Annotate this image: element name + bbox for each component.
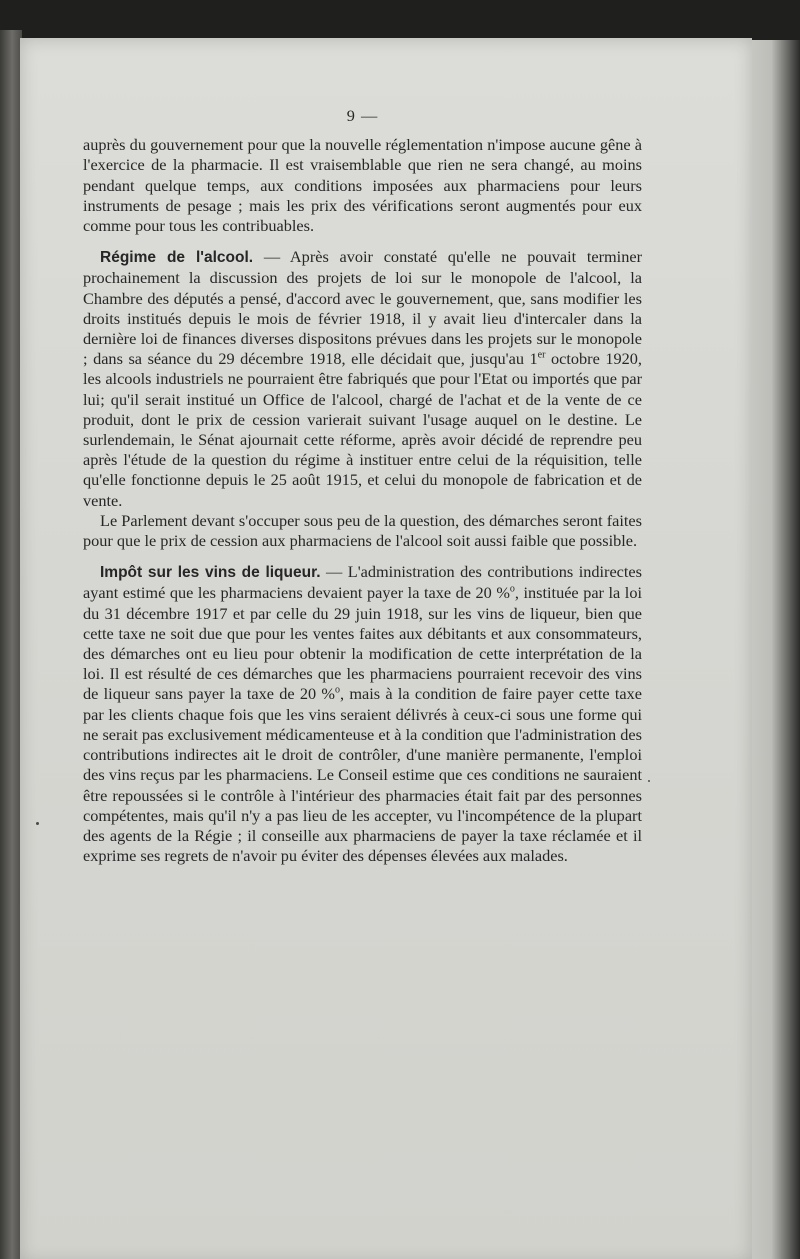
page-stack-edge bbox=[752, 40, 800, 1259]
ink-speck bbox=[36, 822, 39, 825]
paragraph-vins-text-a: — L'administration des contributions indirectes ayant estimé que les pharmaciens devaient payer la taxe de 20 % bbox=[83, 562, 642, 603]
permille-superscript-2: o bbox=[335, 685, 340, 697]
paragraph-alcool-text-a: — Après avoir constaté qu'elle ne pouvait terminer prochainement la discussion des projets de loi sur le monopole de l'alcool, la Chambre des députés a pensé, d'accord avec le gouvernement, que, sans modifier les droits institués depuis le mois de février 1918, il y avait lieu d'intercaler dans la dernière loi de finances diverses dispositons prévues dans les projets sur le monopole ; dans sa séance du 29 décembre 1918, elle décidait que, jusqu'au 1 bbox=[83, 247, 642, 369]
paragraph-pesage: auprès du gouvernement pour que la nouvelle réglementation n'impose aucune gêne à l'exercice de la pharmacie. Il est vraisemblable que rien ne sera changé, au moins pendant quelque temps, aux conditions imposées aux pharmaciens pour leurs instruments de pesage ; mais les prix des vérifications seront augmentés pour eux comme pour tous les contribuables. bbox=[83, 135, 642, 236]
paragraph-vins-text-b: , instituée par la loi du 31 décembre 1917 et par celle du 29 juin 1918, sur les vins de liqueur, bien que cette taxe ne soit due que pour les ventes faites aux débitants et aux consommateurs, des démarches ont eu lieu pour obtenir la modification de cette interprétation de la loi. Il est résulté de ces démarches que les pharmaciens pourraient recevoir des vins de liqueur sans payer la taxe de 20 % bbox=[83, 583, 642, 704]
section-heading-vins: Impôt sur les vins de liqueur. bbox=[100, 564, 321, 582]
paragraph-vins-text-c: , mais à la condition de faire payer cette taxe par les clients chaque fois que les vins seraient délivrés à ceux-ci sous une forme qui ne serait pas exclusivement médicamenteuse et à la condition que l'administration des contributions indirectes ait le droit de contrôler, d'une manière permanente, l'emploi des vins reçus par les pharmaciens. Le Conseil estime que ces conditions ne sauraient être repoussées si le contrôle à l'intérieur des pharmacies était fait par des personnes compétentes, mais qu'il n'y a pas lieu de les accepter, vu l'incompétence de la plupart des agents de la Régie ; il conseille aux pharmaciens de payer la taxe réclamée et il exprime ses regrets de n'avoir pu éviter des dépenses élevées aux malades. bbox=[83, 684, 642, 866]
paragraph-alcool-text-b: octobre 1920, les alcools industriels ne pourraient être fabriqués que pour l'Etat ou importés que par lui; qu'il serait institué un Office de l'alcool, chargé de l'achat et de la vente de ce produit, dont le prix de cession varierait suivant l'usage auquel on le destine. Le surlendemain, le Sénat ajournait cette réforme, après avoir décidé de reprendre peu après l'étude de la question du régime à instituer entre celui de la réquisition, telle qu'elle fonctionne depuis le 25 août 1915, et celui du monopole de fabrication et de vente. bbox=[83, 349, 642, 510]
ink-speck bbox=[648, 780, 650, 782]
paragraph-parlement: Le Parlement devant s'occuper sous peu de la question, des démarches seront faites pour que le prix de cession aux pharmaciens de l'alcool soit aussi faible que possible. bbox=[83, 510, 642, 551]
previous-page-edge bbox=[0, 30, 22, 1259]
section-heading-alcool: Régime de l'alcool. bbox=[100, 249, 254, 267]
paragraph-vins bbox=[83, 562, 642, 866]
permille-superscript-1: o bbox=[509, 584, 515, 596]
ordinal-superscript: er bbox=[537, 349, 546, 361]
paragraph-alcool bbox=[83, 247, 642, 511]
page-number: 9 — bbox=[346, 106, 379, 125]
page-text bbox=[83, 106, 642, 866]
